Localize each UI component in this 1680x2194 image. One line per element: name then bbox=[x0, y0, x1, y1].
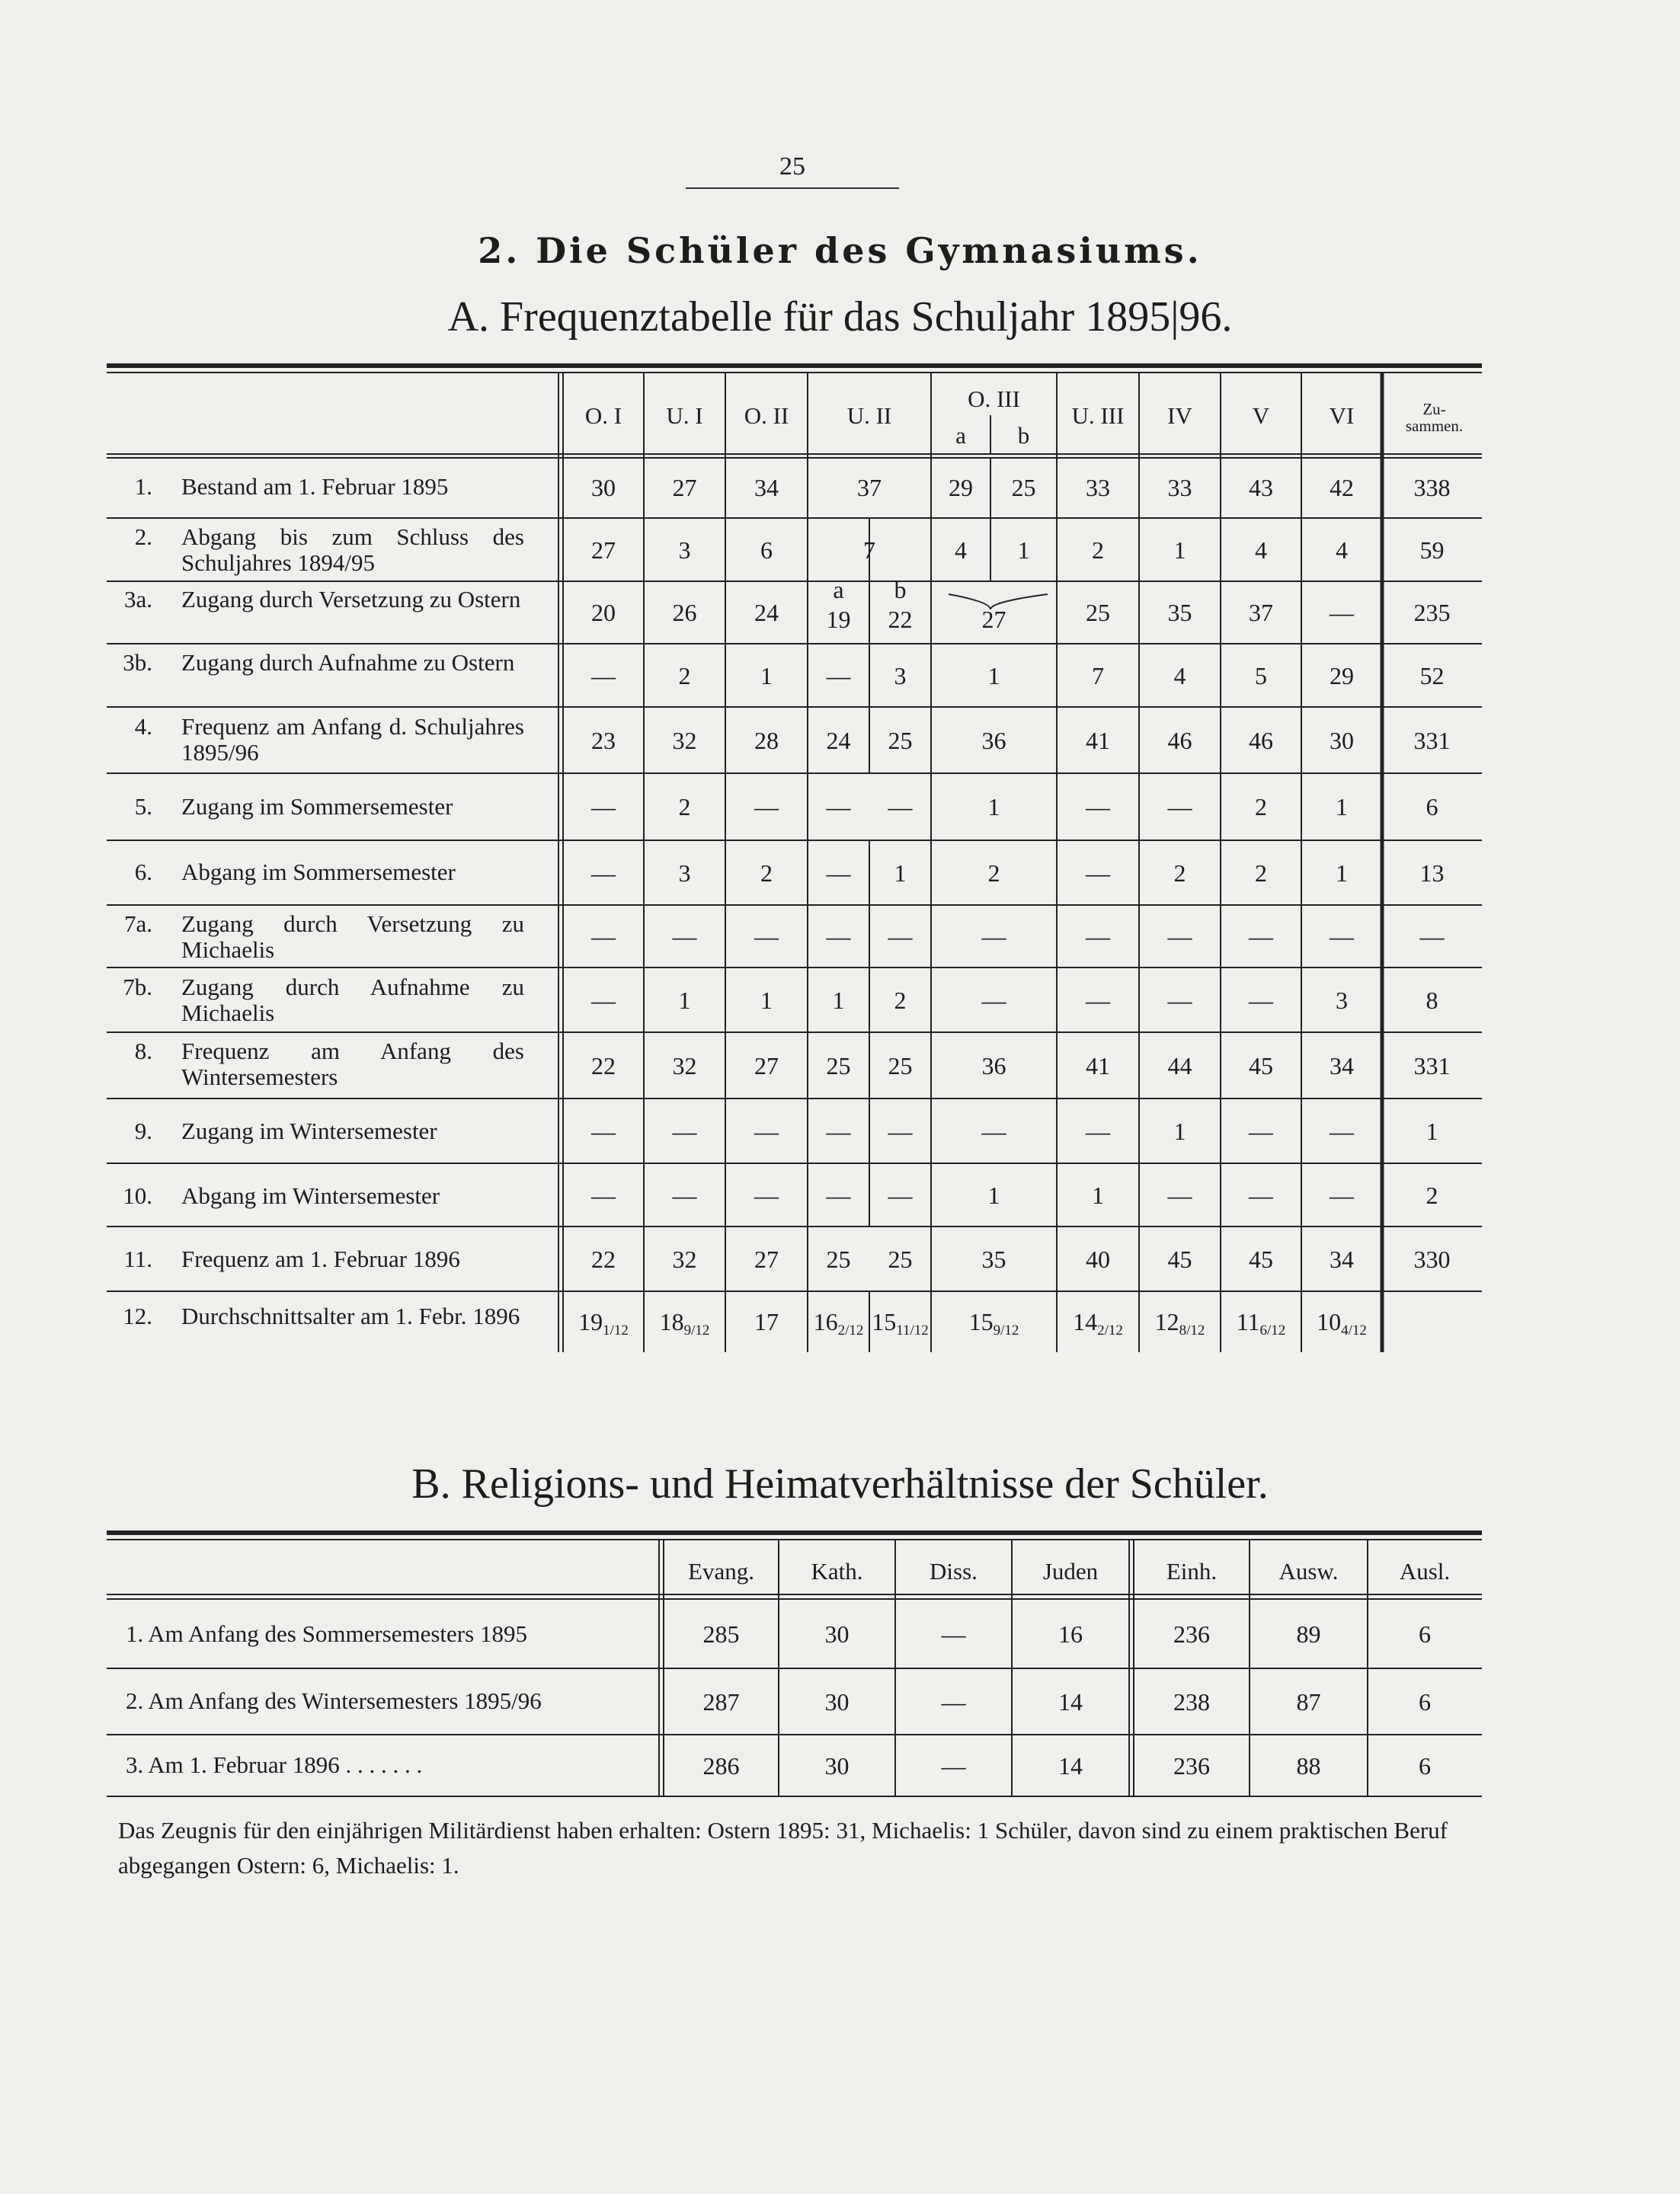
col-u1: U. I bbox=[666, 402, 703, 429]
row-5-label: Zugang im Sommersemester bbox=[181, 793, 453, 820]
table-cell: — bbox=[1419, 923, 1445, 950]
table-cell: 1 bbox=[678, 986, 691, 1014]
table-cell: — bbox=[1167, 986, 1192, 1014]
table-b-cell: 6 bbox=[1419, 1751, 1431, 1780]
table-cell: 331 bbox=[1413, 726, 1451, 754]
table-cell: — bbox=[1249, 1181, 1273, 1209]
table-cell: 1 bbox=[987, 661, 1000, 689]
table-cell: — bbox=[981, 923, 1006, 950]
table-cell: 13 bbox=[1419, 859, 1445, 887]
table-cell: — bbox=[591, 859, 616, 887]
table-cell: 3 bbox=[678, 859, 691, 887]
table-cell: 4 bbox=[955, 536, 967, 564]
table-cell: 27 bbox=[981, 606, 1006, 633]
table-cell: — bbox=[1086, 923, 1110, 950]
table-cell: 26 bbox=[672, 599, 697, 626]
table-cell: 2 bbox=[1426, 1181, 1438, 1209]
table-cell: 46 bbox=[1167, 726, 1192, 754]
age-den: 12 bbox=[914, 1322, 929, 1338]
table-cell: 3 bbox=[1336, 986, 1348, 1014]
table-cell: 2 bbox=[987, 859, 1000, 887]
table-b-cell: 238 bbox=[1173, 1687, 1210, 1716]
table-cell: — bbox=[1086, 1117, 1110, 1145]
table-cell: — bbox=[1330, 599, 1354, 626]
col-u2: U. II bbox=[846, 402, 892, 429]
table-cell: 2 bbox=[1092, 536, 1104, 564]
table-b-cell: 87 bbox=[1296, 1687, 1321, 1716]
table-cell: — bbox=[672, 923, 697, 950]
table-b-row-1-label: 1. Am Anfang des Sommersemesters 1895 bbox=[126, 1620, 527, 1647]
table-cell: 1 bbox=[1173, 1117, 1186, 1145]
table-b-row-2-label: 2. Am Anfang des Wintersemesters 1895/96 bbox=[126, 1687, 542, 1714]
table-cell: — bbox=[754, 793, 779, 820]
age-den: 12 bbox=[1352, 1322, 1367, 1338]
table-cell: 24 bbox=[826, 726, 851, 754]
table-cell: — bbox=[591, 661, 616, 689]
table-b-cell: 16 bbox=[1058, 1620, 1083, 1648]
table-cell: 1 bbox=[832, 986, 845, 1014]
table-cell: 41 bbox=[1086, 1051, 1110, 1079]
table-cell: — bbox=[1167, 1181, 1192, 1209]
col-o3-b: b bbox=[1017, 422, 1030, 449]
table-b-cell: 89 bbox=[1296, 1620, 1321, 1648]
table-cell: 1 bbox=[894, 859, 907, 887]
table-cell: 36 bbox=[981, 726, 1006, 754]
age-num: 9 bbox=[683, 1322, 692, 1338]
age-whole: 19 bbox=[578, 1308, 603, 1335]
row-2-num: 2. bbox=[134, 523, 152, 550]
table-cell: 330 bbox=[1413, 1245, 1451, 1273]
table-b-cell: 14 bbox=[1058, 1687, 1083, 1716]
table-cell: 23 bbox=[591, 726, 616, 754]
table-cell: 1 bbox=[1336, 793, 1348, 820]
age-num: 8 bbox=[1179, 1322, 1187, 1338]
age-whole: 14 bbox=[1073, 1308, 1098, 1335]
table-cell: 1 bbox=[760, 661, 773, 689]
table-cell: — bbox=[981, 986, 1006, 1014]
age-fraction: 2/12 bbox=[837, 1322, 864, 1338]
table-cell: 34 bbox=[1330, 1245, 1354, 1273]
table-cell: — bbox=[888, 1181, 913, 1209]
table-cell: — bbox=[591, 986, 616, 1014]
table-cell: — bbox=[826, 1181, 851, 1209]
table-cell: 1 bbox=[1336, 859, 1348, 887]
table-cell: 33 bbox=[1086, 474, 1110, 501]
table-cell: 24 bbox=[754, 599, 779, 626]
table-b-cell: 236 bbox=[1173, 1620, 1210, 1648]
row-1-label: Bestand am 1. Februar 1895 bbox=[181, 473, 449, 500]
col-o3-a: a bbox=[955, 422, 966, 449]
table-b-cell: 30 bbox=[824, 1687, 850, 1716]
age-den: 12 bbox=[1108, 1322, 1123, 1338]
table-cell: — bbox=[1167, 793, 1192, 820]
footnote: Das Zeugnis für den einjährigen Militärdienst haben erhalten: Ostern 1895: 31, Michaelis: 1 Schüler, davon sind zu einem praktischen Beruf abgegangen Ostern: 6, Michaelis: 1. bbox=[118, 1817, 1448, 1879]
table-b-cell: 287 bbox=[702, 1687, 740, 1716]
row-4-num: 4. bbox=[134, 713, 152, 740]
table-cell: — bbox=[1086, 859, 1110, 887]
table-cell: 29 bbox=[1330, 661, 1354, 689]
table-cell: 1 bbox=[1092, 1181, 1104, 1209]
table-cell: 37 bbox=[857, 474, 882, 501]
age-den: 12 bbox=[849, 1322, 864, 1338]
row-1-num: 1. bbox=[134, 473, 152, 500]
table-cell: 2 bbox=[1173, 859, 1186, 887]
table-cell: — bbox=[888, 793, 913, 820]
age-whole: 18 bbox=[659, 1308, 684, 1335]
row-7a-label: Zugang durch Versetzung zu Michaelis bbox=[181, 910, 524, 963]
table-cell: — bbox=[1249, 1117, 1273, 1145]
table-cell: 41 bbox=[1086, 726, 1110, 754]
table-b-cell: 30 bbox=[824, 1620, 850, 1648]
table-cell: 4 bbox=[1255, 536, 1267, 564]
age-den: 12 bbox=[1271, 1322, 1286, 1338]
col-zusammen-line1: Zu- bbox=[1422, 400, 1446, 418]
col-vi: VI bbox=[1329, 402, 1355, 429]
table-cell: 27 bbox=[591, 536, 616, 564]
table-cell: 235 bbox=[1413, 599, 1451, 626]
col-o2: O. II bbox=[744, 402, 789, 429]
table-cell: 25 bbox=[826, 1051, 851, 1079]
age-num: 2 bbox=[1097, 1322, 1105, 1338]
table-cell: 45 bbox=[1249, 1051, 1273, 1079]
table-cell: 3 bbox=[894, 661, 907, 689]
table-b-cell: 30 bbox=[824, 1751, 850, 1780]
table-cell: 45 bbox=[1249, 1245, 1273, 1273]
table-cell: 27 bbox=[754, 1051, 779, 1079]
row-3b-label: Zugang durch Aufnahme zu Ostern bbox=[181, 649, 515, 676]
table-cell: 7 bbox=[1092, 661, 1104, 689]
row-10-label: Abgang im Wintersemester bbox=[181, 1182, 440, 1209]
table-b-title: B. Religions- und Heimatverhältnisse der Schüler. bbox=[411, 1460, 1269, 1508]
age-whole: 16 bbox=[813, 1308, 838, 1335]
col-ausw: Ausw. bbox=[1278, 1558, 1339, 1585]
table-cell: 331 bbox=[1413, 1051, 1451, 1079]
table-cell: — bbox=[591, 923, 616, 950]
age-whole: 15 bbox=[968, 1308, 994, 1335]
table-b-cell: 88 bbox=[1296, 1751, 1321, 1780]
table-cell: 43 bbox=[1249, 474, 1273, 501]
table-cell: — bbox=[981, 1117, 1006, 1145]
row-9-label: Zugang im Wintersemester bbox=[181, 1118, 437, 1144]
table-cell: b bbox=[894, 576, 907, 603]
age-num: 11 bbox=[896, 1322, 910, 1338]
col-zusammen-line2: sammen. bbox=[1405, 417, 1464, 435]
age-whole: 11 bbox=[1236, 1308, 1260, 1335]
age-fraction: 11/12 bbox=[896, 1322, 929, 1338]
table-cell: 52 bbox=[1419, 661, 1445, 689]
table-cell: 1 bbox=[987, 1181, 1000, 1209]
col-o1: O. I bbox=[584, 402, 622, 429]
table-cell: — bbox=[672, 1181, 697, 1209]
table-a-title: A. Frequenztabelle für das Schuljahr 1895|96. bbox=[447, 293, 1233, 341]
table-b-cell: 14 bbox=[1058, 1751, 1083, 1780]
table-cell: — bbox=[1330, 923, 1354, 950]
table-b-cell: 6 bbox=[1419, 1620, 1431, 1648]
table-b-cell: 285 bbox=[702, 1620, 740, 1648]
row-8-label: Frequenz am Anfang des Wintersemesters bbox=[181, 1038, 524, 1090]
table-cell: 59 bbox=[1419, 536, 1445, 564]
row-9-num: 9. bbox=[134, 1118, 152, 1144]
page-number: 25 bbox=[779, 152, 805, 181]
table-cell: a bbox=[833, 576, 844, 603]
col-v: V bbox=[1252, 402, 1270, 429]
table-cell: 36 bbox=[981, 1051, 1006, 1079]
age-den: 12 bbox=[1004, 1322, 1019, 1338]
table-cell: 25 bbox=[1086, 599, 1110, 626]
table-cell: 25 bbox=[888, 1051, 913, 1079]
table-b-cell: 286 bbox=[702, 1751, 740, 1780]
table-b-cell: — bbox=[941, 1620, 966, 1648]
row-3a-label: Zugang durch Versetzung zu Ostern bbox=[181, 586, 521, 612]
col-einh: Einh. bbox=[1166, 1558, 1218, 1585]
table-cell: — bbox=[754, 1117, 779, 1145]
age-num: 4 bbox=[1341, 1322, 1349, 1338]
table-cell: 8 bbox=[1426, 986, 1438, 1014]
age-fraction: 8/12 bbox=[1179, 1322, 1205, 1338]
age-num: 2 bbox=[837, 1322, 846, 1338]
age-den: 12 bbox=[695, 1322, 710, 1338]
age-num: 9 bbox=[993, 1322, 1001, 1338]
age-whole: 17 bbox=[754, 1308, 779, 1335]
col-u3: U. III bbox=[1071, 402, 1125, 429]
table-cell: 2 bbox=[1255, 793, 1267, 820]
age-whole: 12 bbox=[1154, 1308, 1179, 1335]
table-cell: — bbox=[672, 1117, 697, 1145]
table-b-cell: — bbox=[941, 1751, 966, 1780]
table-cell: 25 bbox=[888, 726, 913, 754]
row-12-label: Durchschnittsalter am 1. Febr. 1896 bbox=[181, 1303, 520, 1329]
table-cell: 7 bbox=[863, 536, 875, 564]
table-cell: 25 bbox=[1011, 474, 1036, 501]
age-den: 12 bbox=[613, 1322, 629, 1338]
row-6-num: 6. bbox=[134, 859, 152, 885]
table-cell: — bbox=[888, 923, 913, 950]
table-cell: 22 bbox=[591, 1245, 616, 1273]
row-7b-num: 7b. bbox=[123, 974, 152, 1000]
table-cell: 6 bbox=[760, 536, 773, 564]
age-whole: 15 bbox=[872, 1308, 897, 1335]
table-cell: 19 bbox=[826, 606, 851, 633]
table-cell: 1 bbox=[1017, 536, 1030, 564]
row-7b-label: Zugang durch Aufnahme zu Michaelis bbox=[181, 974, 524, 1026]
table-cell: — bbox=[1086, 986, 1110, 1014]
age-num: 6 bbox=[1259, 1322, 1268, 1338]
table-cell: 40 bbox=[1086, 1245, 1110, 1273]
table-cell: 338 bbox=[1413, 474, 1451, 501]
table-cell: — bbox=[826, 1117, 851, 1145]
table-cell: 2 bbox=[894, 986, 907, 1014]
table-cell: 37 bbox=[1249, 599, 1273, 626]
age-num: 1 bbox=[603, 1322, 610, 1338]
age-fraction: 9/12 bbox=[993, 1322, 1019, 1338]
table-cell: 1 bbox=[1173, 536, 1186, 564]
table-cell: — bbox=[754, 1181, 779, 1209]
table-cell: 25 bbox=[888, 1245, 913, 1273]
col-o3: O. III bbox=[968, 385, 1020, 412]
table-cell: — bbox=[826, 923, 851, 950]
table-cell: 34 bbox=[754, 474, 779, 501]
col-kath: Kath. bbox=[811, 1558, 863, 1585]
table-cell: 32 bbox=[672, 726, 697, 754]
table-cell: 34 bbox=[1330, 1051, 1354, 1079]
table-cell: 1 bbox=[987, 793, 1000, 820]
row-11-label: Frequenz am 1. Februar 1896 bbox=[181, 1246, 460, 1272]
row-3b-num: 3b. bbox=[123, 649, 152, 676]
table-cell: 4 bbox=[1173, 661, 1186, 689]
table-cell: 22 bbox=[888, 606, 913, 633]
table-cell: 2 bbox=[760, 859, 773, 887]
table-cell: 27 bbox=[672, 474, 697, 501]
table-cell: 3 bbox=[678, 536, 691, 564]
table-cell: — bbox=[1249, 923, 1273, 950]
table-cell: — bbox=[591, 793, 616, 820]
row-6-label: Abgang im Sommersemester bbox=[181, 859, 456, 885]
table-cell: 42 bbox=[1330, 474, 1354, 501]
row-2-label: Abgang bis zum Schluss des Schuljahres 1894/95 bbox=[181, 523, 524, 576]
table-cell: 6 bbox=[1426, 793, 1438, 820]
row-12-num: 12. bbox=[123, 1303, 152, 1329]
table-cell: — bbox=[1167, 923, 1192, 950]
table-cell: — bbox=[826, 793, 851, 820]
row-4-label: Frequenz am Anfang d. Schuljahres 1895/96 bbox=[181, 713, 524, 766]
age-fraction: 9/12 bbox=[683, 1322, 710, 1338]
table-cell: — bbox=[826, 859, 851, 887]
age-fraction: 4/12 bbox=[1341, 1322, 1367, 1338]
row-8-num: 8. bbox=[134, 1038, 152, 1064]
table-cell: 2 bbox=[678, 661, 691, 689]
row-11-num: 11. bbox=[123, 1246, 152, 1272]
table-cell: 30 bbox=[1330, 726, 1354, 754]
table-b-cell: — bbox=[941, 1687, 966, 1716]
table-cell: 30 bbox=[591, 474, 616, 501]
table-cell: 28 bbox=[754, 726, 779, 754]
table-cell: — bbox=[754, 923, 779, 950]
row-3a-num: 3a. bbox=[123, 586, 152, 612]
table-cell: 1 bbox=[760, 986, 773, 1014]
row-5-num: 5. bbox=[134, 793, 152, 820]
table-cell: 1 bbox=[1426, 1117, 1438, 1145]
table-cell: 29 bbox=[949, 474, 973, 501]
table-cell: 46 bbox=[1249, 726, 1273, 754]
table-cell: — bbox=[1086, 793, 1110, 820]
table-b-row-3-label: 3. Am 1. Februar 1896 . . . . . . . bbox=[126, 1751, 423, 1778]
table-cell: 22 bbox=[591, 1051, 616, 1079]
age-fraction: 2/12 bbox=[1097, 1322, 1123, 1338]
table-cell: — bbox=[826, 661, 851, 689]
table-cell: — bbox=[591, 1117, 616, 1145]
table-cell: 27 bbox=[754, 1245, 779, 1273]
table-cell: — bbox=[1249, 986, 1273, 1014]
table-cell: 45 bbox=[1167, 1245, 1192, 1273]
age-whole: 10 bbox=[1317, 1308, 1342, 1335]
table-cell: — bbox=[1330, 1181, 1354, 1209]
col-ausl: Ausl. bbox=[1399, 1558, 1451, 1585]
table-b-cell: 6 bbox=[1419, 1687, 1431, 1716]
table-cell: 32 bbox=[672, 1245, 697, 1273]
table-cell: 35 bbox=[981, 1245, 1006, 1273]
table-cell: 2 bbox=[678, 793, 691, 820]
row-7a-num: 7a. bbox=[123, 910, 152, 937]
table-cell: 35 bbox=[1167, 599, 1192, 626]
table-cell: 5 bbox=[1255, 661, 1267, 689]
age-den: 12 bbox=[1190, 1322, 1205, 1338]
table-cell: 32 bbox=[672, 1051, 697, 1079]
age-fraction: 6/12 bbox=[1259, 1322, 1286, 1338]
col-juden: Juden bbox=[1042, 1558, 1099, 1585]
table-cell: 33 bbox=[1167, 474, 1192, 501]
table-cell: 25 bbox=[826, 1245, 851, 1273]
row-10-num: 10. bbox=[123, 1182, 152, 1209]
table-cell: 2 bbox=[1255, 859, 1267, 887]
col-iv: IV bbox=[1167, 402, 1192, 429]
table-cell: — bbox=[591, 1181, 616, 1209]
section-title: 2. Die Schüler des Gymnasiums. bbox=[478, 230, 1202, 271]
table-cell: 4 bbox=[1336, 536, 1348, 564]
col-diss: Diss. bbox=[930, 1558, 978, 1585]
table-cell: — bbox=[888, 1117, 913, 1145]
table-cell: 20 bbox=[591, 599, 616, 626]
table-b-cell: 236 bbox=[1173, 1751, 1210, 1780]
age-fraction: 1/12 bbox=[603, 1322, 629, 1338]
table-cell: — bbox=[1330, 1117, 1354, 1145]
table-cell: 44 bbox=[1167, 1051, 1192, 1079]
col-evang: Evang. bbox=[688, 1558, 754, 1585]
